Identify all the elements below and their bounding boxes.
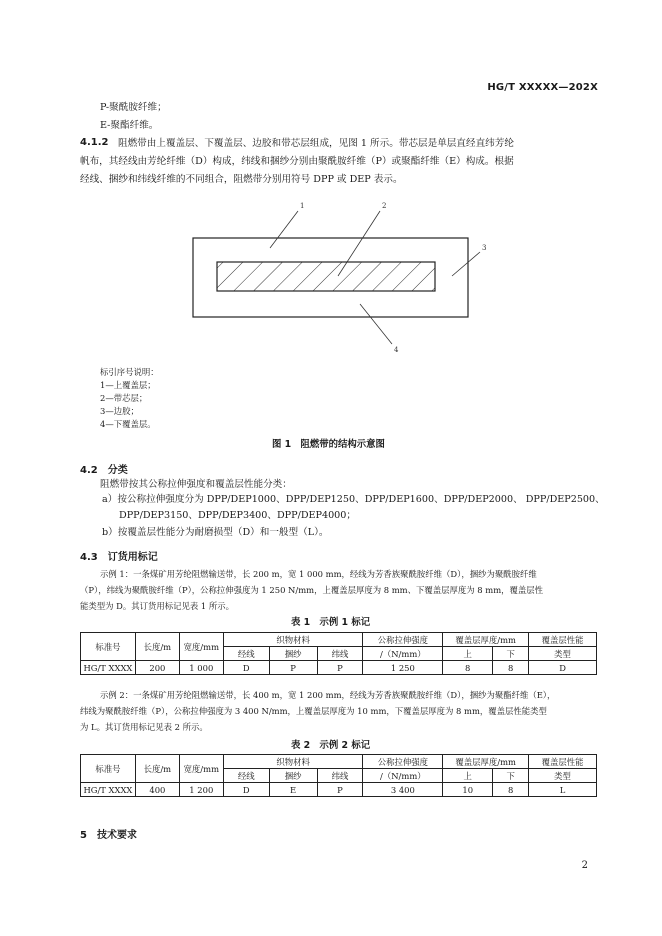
leader-line-3 [452,252,480,276]
table-row [81,661,597,675]
header-width: 宽度/mm [179,755,223,783]
header-length: 长度/m [135,633,179,661]
header-width: 宽度/mm [179,633,223,661]
legend-item: 4—下覆盖层。 [100,419,156,429]
cell-weft: P [317,661,363,675]
example-2-text: 纬线为聚酰胺纤维（P），公称拉伸强度为 3 400 N/mm，上覆盖层厚度为 10 mm，下覆盖层厚度为 8 mm，覆盖层性能类型 [80,706,547,716]
header-fabric: 织物材料 [223,633,363,647]
classification-item-a-cont: DPP/DEP3150、DPP/DEP3400、DPP/DEP4000； [119,510,356,521]
section-4-3-heading: 4.3 订货用标记 [80,552,158,563]
clause-4-1-2-number: 4.1.2 [80,137,109,148]
cell-standard: HG/T XXXX [81,783,136,797]
section-5-heading: 5 技术要求 [80,830,137,841]
classification-item-b: b）按覆盖层性能分为耐磨损型（D）和一般型（L）。 [102,527,329,538]
header-strength: 公称拉伸强度 [363,633,443,647]
cell-width: 1 000 [179,661,223,675]
carcass-layer [217,262,435,291]
legend-item: 3—边胶； [100,406,139,416]
clause-4-1-2-line: 帆布，其经线由芳纶纤维（D）构成，纬线和捆纱分别由聚酰胺纤维（P）或聚酯纤维（E）构成。根据 [80,156,514,167]
header-standard: 标准号 [81,755,136,783]
cell-weft: P [317,783,363,797]
page-number: 2 [581,860,588,871]
cell-warp: D [223,661,269,675]
cell-strength: 3 400 [363,783,443,797]
cell-length: 400 [135,783,179,797]
cell-lower: 8 [493,783,529,797]
header-upper: 上 [443,647,493,661]
figure-caption: 图 1 阻燃带的结构示意图 [272,439,385,450]
cell-upper: 8 [443,661,493,675]
cell-lower: 8 [493,661,529,675]
leader-line-4 [360,304,392,344]
header-cover-performance: 覆盖层性能 [529,755,597,769]
belt-structure-figure [170,196,520,356]
header-warp: 经线 [223,769,269,783]
clause-4-1-2-line: 阻燃带由上覆盖层、下覆盖层、边胶和带芯层组成，见图 1 所示。带芯层是单层直经直纬芳纶 [118,138,514,149]
cell-binder: P [269,661,317,675]
leader-line-1 [270,211,298,248]
header-strength: 公称拉伸强度 [363,755,443,769]
cell-length: 200 [135,661,179,675]
definition-e: E-聚酯纤维。 [100,120,159,131]
example-1-text: 能类型为 D。其订货用标记见表 1 所示。 [80,601,235,611]
header-cover-thickness: 覆盖层厚度/mm [443,633,529,647]
table-1-caption: 表 1 示例 1 标记 [291,617,371,628]
header-cover-performance: 覆盖层性能 [529,633,597,647]
header-warp: 经线 [223,647,269,661]
header-cover-type: 类型 [529,647,597,661]
cell-strength: 1 250 [363,661,443,675]
header-cover-type: 类型 [529,769,597,783]
document-code: HG/T XXXXX—202X [487,82,598,93]
example-2-text: 示例 2：一条煤矿用芳纶阻燃输送带，长 400 m，宽 1 200 mm，经线为芳香族聚酰胺纤维（D），捆纱为聚酯纤维（E）， [100,690,556,700]
header-cover-thickness: 覆盖层厚度/mm [443,755,529,769]
clause-4-1-2-line: 经线、捆纱和纬线纤维的不同组合，阻燃带分别用符号 DPP 或 DEP 表示。 [80,174,403,185]
definition-p: P-聚酰胺纤维； [100,102,167,113]
section-4-2-heading: 4.2 分类 [80,465,128,476]
marking-table-2 [80,754,597,797]
table-2-caption: 表 2 示例 2 标记 [291,740,371,751]
cell-cover-type: D [529,661,597,675]
classification-item-a: a）按公称拉伸强度分为 DPP/DEP1000、DPP/DEP1250、DPP/DEP1600、DPP/DEP2000、 DPP/DEP2500、 [102,494,605,505]
callout-4: 4 [394,346,399,354]
header-lower: 下 [493,647,529,661]
header-strength-unit: /（N/mm） [363,647,443,661]
legend-item: 1—上覆盖层； [100,380,156,390]
header-weft: 纬线 [317,769,363,783]
cell-standard: HG/T XXXX [81,661,136,675]
cell-cover-type: L [529,783,597,797]
cell-width: 1 200 [179,783,223,797]
table-row [81,783,597,797]
callout-2: 2 [382,202,387,210]
header-standard: 标准号 [81,633,136,661]
header-fabric: 织物材料 [223,755,363,769]
cell-warp: D [223,783,269,797]
marking-table-1 [80,632,597,675]
classification-intro: 阻燃带按其公称拉伸强度和覆盖层性能分类： [100,479,292,490]
example-1-text: （P），纬线为聚酰胺纤维（P），公称拉伸强度为 1 250 N/mm，上覆盖层厚度为 8 mm、下覆盖层厚度为 8 mm，覆盖层性 [80,585,544,595]
legend-title: 标引序号说明： [100,367,159,377]
header-binder: 捆纱 [269,647,317,661]
legend-item: 2—带芯层； [100,393,148,403]
header-weft: 纬线 [317,647,363,661]
header-binder: 捆纱 [269,769,317,783]
header-upper: 上 [443,769,493,783]
example-1-text: 示例 1：一条煤矿用芳纶阻燃输送带，长 200 m，宽 1 000 mm，经线为芳香族聚酰胺纤维（D），捆纱为聚酰胺纤维 [100,569,537,579]
header-length: 长度/m [135,755,179,783]
example-2-text: 为 L。其订货用标记见表 2 所示。 [80,722,208,732]
header-lower: 下 [493,769,529,783]
callout-3: 3 [482,244,487,252]
callout-1: 1 [300,202,305,210]
header-strength-unit: /（N/mm） [363,769,443,783]
cell-upper: 10 [443,783,493,797]
cell-binder: E [269,783,317,797]
